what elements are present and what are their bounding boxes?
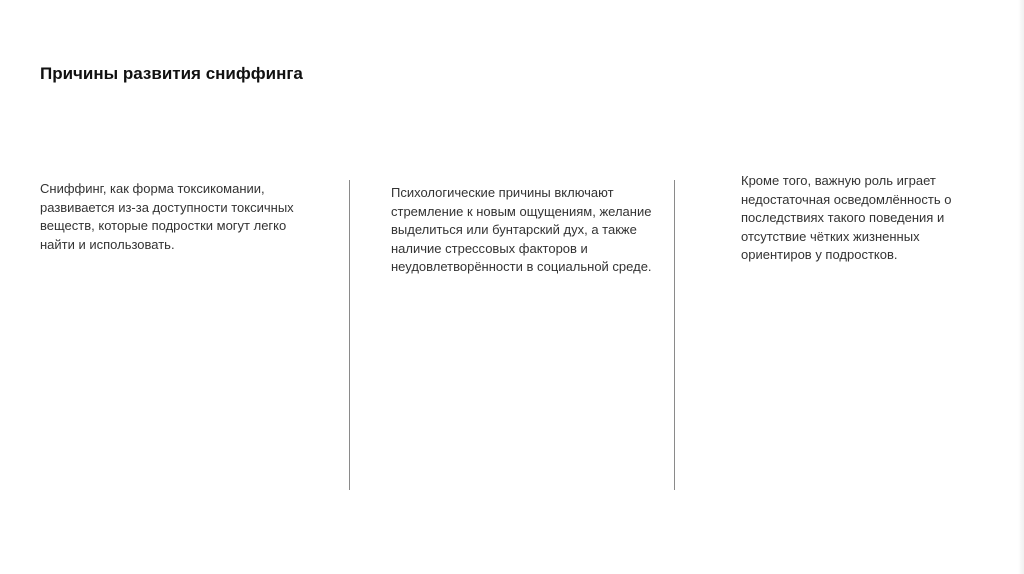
slide-edge-shadow (1018, 0, 1024, 574)
column-divider-1 (349, 180, 350, 490)
column-divider-2 (674, 180, 675, 490)
column-text-2: Психологические причины включают стремление к новым ощущениям, желание выделиться или бунтарский дух, а также наличие стрессовых факторов и неудовлетворённости в социальной среде. (391, 185, 652, 274)
column-text-3: Кроме того, важную роль играет недостаточная осведомлённость о последствиях такого поведения и отсутствие чётких жизненных ориентиров у подростков. (741, 173, 952, 262)
slide-title: Причины развития сниффинга (40, 64, 303, 83)
column-text-1: Сниффинг, как форма токсикомании, развивается из-за доступности токсичных веществ, которые подростки могут легко найти и использовать. (40, 181, 294, 252)
